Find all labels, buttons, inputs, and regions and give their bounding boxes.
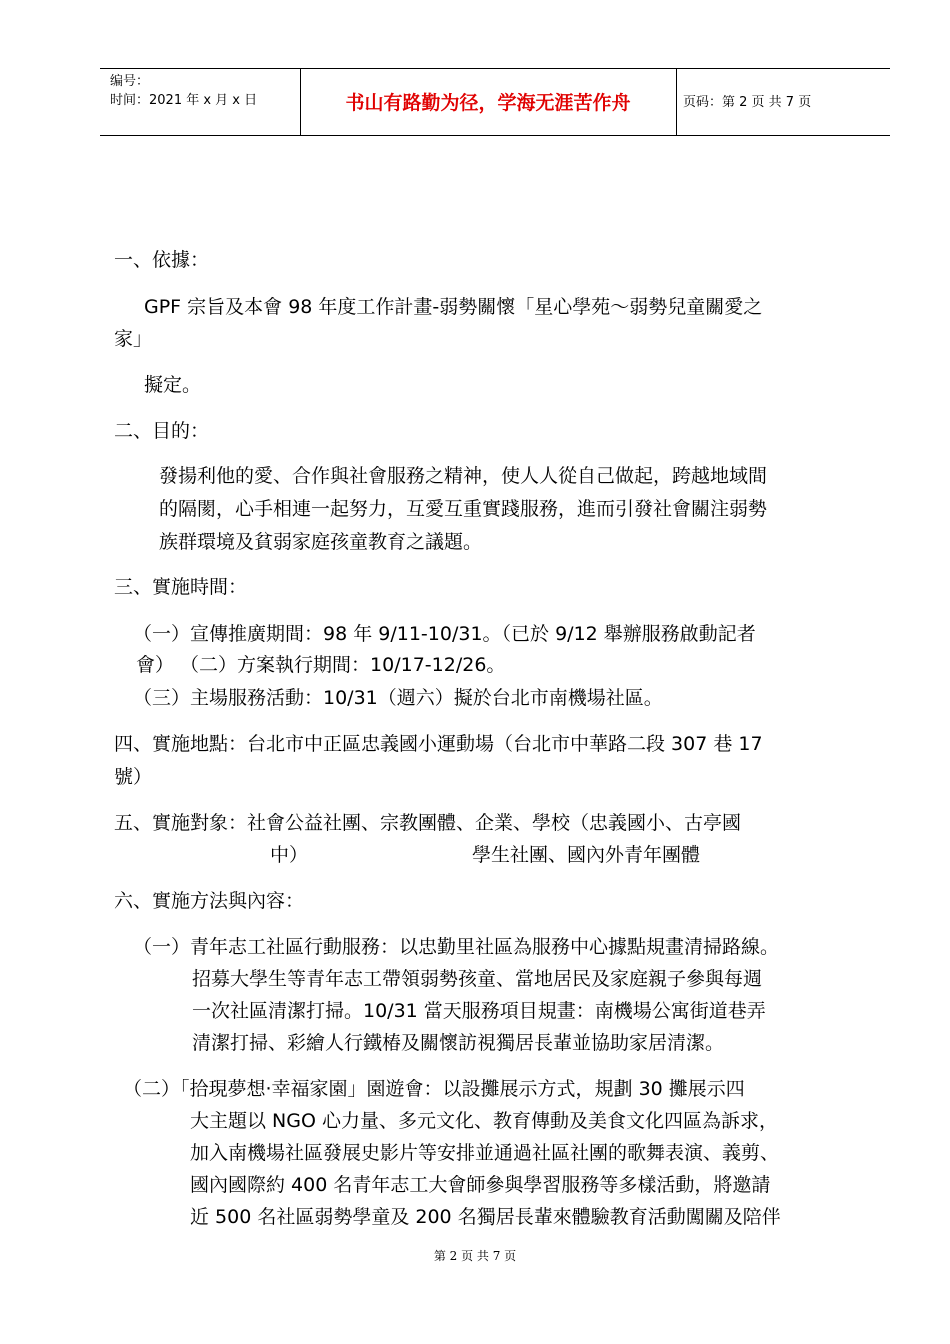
- heading-basis: 一、依據：: [114, 249, 210, 271]
- method-line: 近 500 名社區弱勢學童及 200 名獨居長輩來體驗教育活動闖關及陪伴: [190, 1206, 781, 1228]
- purpose-line: 族群環境及貧弱家庭孩童教育之議題。: [159, 531, 483, 553]
- method-line: 一次社區清潔打掃。10/31 當天服務項目規畫：南機場公寓街道巷弄: [192, 1000, 766, 1022]
- basis-line: 家」: [114, 328, 153, 350]
- location-line: 號）: [114, 766, 153, 788]
- heading-method: 六、實施方法與內容：: [114, 890, 305, 912]
- method-line: 國內國際約 400 名青年志工大會師參與學習服務等多樣活動，將邀請: [190, 1174, 771, 1196]
- header-page-info: 页码：第 2 页 共 7 页: [683, 95, 812, 110]
- document-number-label: 编号：: [110, 74, 150, 89]
- purpose-line: 的隔閡，心手相連一起努力，互愛互重實踐服務，進而引發社會關注弱勢: [159, 498, 768, 520]
- basis-line: GPF 宗旨及本會 98 年度工作計畫-弱勢關懷「星心學苑～弱勢兒童關愛之: [144, 296, 763, 318]
- target-line: 五、實施對象：社會公益社團、宗教團體、企業、學校（忠義國小、古亭國: [114, 812, 742, 834]
- header-motto: 书山有路勤为径，学海无涯苦作舟: [345, 92, 631, 114]
- heading-purpose: 二、目的：: [114, 420, 210, 442]
- basis-line: 擬定。: [144, 374, 202, 396]
- method-line: 大主題以 NGO 心力量、多元文化、教育傳動及美食文化四區為訴求，: [190, 1110, 778, 1132]
- heading-time: 三、實施時間：: [114, 576, 248, 598]
- target-line: 學生社團、國內外青年團體: [472, 844, 701, 866]
- header-meta-cell: [100, 69, 301, 135]
- method-line: 加入南機場社區發展史影片等安排並通過社區社團的歌舞表演、義剪、: [190, 1142, 780, 1164]
- time-line: （三）主場服務活動：10/31（週六）擬於台北市南機場社區。: [133, 687, 663, 709]
- purpose-line: 發揚利他的愛、合作與社會服務之精神，使人人從自己做起，跨越地域間: [159, 465, 768, 487]
- method-line: （二）「拾現夢想‧幸福家園」園遊會：以設攤展示方式，規劃 30 攤展示四: [123, 1078, 745, 1100]
- location-line: 四、實施地點：台北市中正區忠義國小運動場（台北市中華路二段 307 巷 17: [114, 733, 763, 755]
- time-line: 會） （二）方案執行期間：10/17-12/26。: [136, 654, 506, 676]
- page-footer: 第 2 页 共 7 页: [433, 1249, 517, 1263]
- header-motto-cell: [300, 69, 677, 135]
- method-line: 招募大學生等青年志工帶領弱勢孩童、當地居民及家庭親子參與每週: [192, 968, 763, 990]
- header-page-cell: [677, 69, 890, 135]
- page-header: [100, 68, 890, 136]
- method-line: 清潔打掃、彩繪人行鐵椿及關懷訪視獨居長輩並協助家居清潔。: [192, 1032, 725, 1054]
- target-line: 中）: [270, 844, 309, 866]
- time-line: （一）宣傳推廣期間：98 年 9/11-10/31。（已於 9/12 舉辦服務啟動記者: [133, 623, 756, 645]
- document-time: 时间：2021 年 x 月 x 日: [110, 93, 258, 108]
- method-line: （一）青年志工社區行動服務：以忠勤里社區為服務中心據點規畫清掃路線。: [133, 936, 780, 958]
